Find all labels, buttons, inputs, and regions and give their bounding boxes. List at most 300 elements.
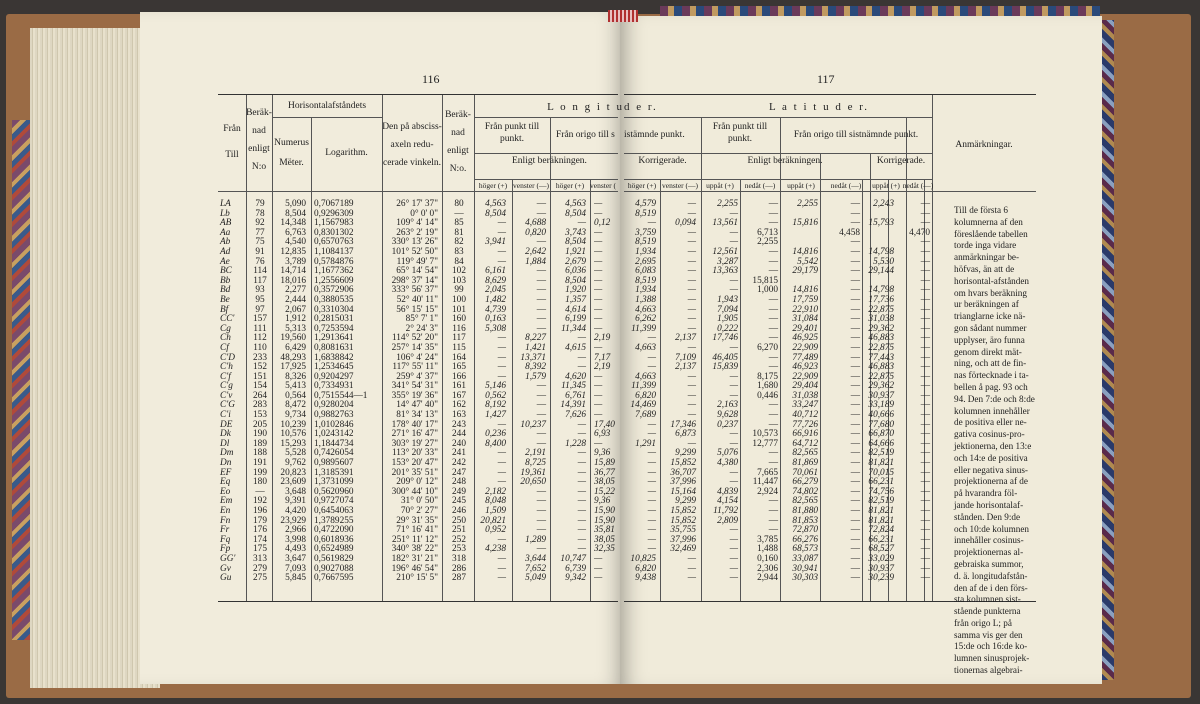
table-cell: — xyxy=(768,208,778,219)
table-cell: — xyxy=(920,237,930,248)
table-cell: 246 xyxy=(452,506,466,516)
table-cell: 1,000 xyxy=(757,285,778,296)
table-cell: — xyxy=(594,246,603,257)
table-cell: 1,1677362 xyxy=(314,266,354,277)
table-cell: 2,19 xyxy=(594,333,611,344)
table-cell: Ab xyxy=(220,237,231,248)
table-cell: 271° 16' 47" xyxy=(391,429,438,440)
table-cell: — xyxy=(920,573,930,584)
table-cell: 77 xyxy=(255,227,265,238)
table-cell: 0,8301302 xyxy=(314,227,354,238)
note-line: föreslående tabellen xyxy=(954,228,1028,239)
table-cell: — xyxy=(850,573,860,584)
table-cell: 3,287 xyxy=(717,256,738,267)
table-cell: — xyxy=(577,496,586,507)
table-cell: 5,542 xyxy=(797,256,818,267)
table-cell: — xyxy=(577,362,586,373)
table-cell: — xyxy=(255,486,265,497)
column-lat-korr-uppat xyxy=(860,200,894,584)
table-cell: — xyxy=(920,515,930,526)
table-cell: 4,154 xyxy=(717,496,738,507)
table-cell: — xyxy=(850,438,860,449)
table-cell: 46,883 xyxy=(868,333,894,344)
note-line: stående punkterna xyxy=(954,606,1021,617)
table-cell: 37,996 xyxy=(670,477,696,488)
table-cell: — xyxy=(687,266,696,277)
table-cell: 83 xyxy=(454,246,464,257)
table-cell: — xyxy=(920,400,930,411)
table-cell: — xyxy=(920,486,930,497)
table-cell: 77,680 xyxy=(868,419,894,430)
table-cell: — xyxy=(687,304,696,315)
table-cell: — xyxy=(594,266,603,277)
table-cell: 101° 52' 50" xyxy=(391,246,438,257)
table-cell: 192 xyxy=(253,496,267,507)
table-cell: 82 xyxy=(454,237,464,248)
table-cell: 6,763 xyxy=(285,227,306,238)
note-line: den af de i den förs- xyxy=(954,582,1028,593)
header-anmarkningar: Anmärkningar. xyxy=(955,140,1013,150)
table-cell: 7,17 xyxy=(594,352,611,363)
table-cell: 2,444 xyxy=(285,294,306,305)
table-cell: 64,712 xyxy=(792,438,818,449)
table-cell: — xyxy=(687,208,696,219)
table-cell: 46,923 xyxy=(792,362,818,373)
table-cell: — xyxy=(768,419,778,430)
table-cell: 11,344 xyxy=(561,323,586,334)
table-cell: 6,713 xyxy=(757,227,778,238)
table-cell: — xyxy=(729,563,738,574)
table-cell: C'f xyxy=(220,371,231,382)
table-cell: 11,447 xyxy=(752,477,778,488)
table-cell: 8,519 xyxy=(635,237,656,248)
table-cell: — xyxy=(536,266,546,277)
table-cell: 1,920 xyxy=(565,285,586,296)
table-cell: — xyxy=(850,390,860,401)
table-cell: 175 xyxy=(253,544,267,555)
table-cell: 2,679 xyxy=(565,256,586,267)
table-cell: 6,161 xyxy=(485,266,506,277)
table-cell: — xyxy=(536,237,546,248)
table-cell: 71° 16' 41" xyxy=(396,525,438,536)
table-cell: 10,239 xyxy=(280,419,306,430)
table-cell: Bd xyxy=(220,285,231,296)
table-cell: — xyxy=(687,410,696,421)
table-cell: — xyxy=(850,429,860,440)
table-cell: — xyxy=(594,256,603,267)
table-cell: 117 xyxy=(452,333,466,344)
table-cell: — xyxy=(497,342,506,353)
table-cell: 29,404 xyxy=(792,381,818,392)
table-cell: — xyxy=(920,199,930,209)
table-cell: — xyxy=(647,362,656,373)
table-cell: — xyxy=(647,458,656,469)
table-cell: 15,852 xyxy=(670,506,696,516)
table-cell: 95 xyxy=(255,294,265,305)
table-cell: 6,270 xyxy=(757,342,778,353)
table-cell: 70,015 xyxy=(868,467,894,478)
column-lat-korr-nedat xyxy=(898,200,930,584)
table-cell: — xyxy=(920,534,930,545)
table-cell: — xyxy=(594,410,603,421)
table-cell: 4,688 xyxy=(525,218,546,229)
table-cell: 30,937 xyxy=(868,390,894,401)
table-cell: — xyxy=(594,208,603,219)
table-cell: 20,823 xyxy=(280,467,306,478)
note-line: kolumnerna af den xyxy=(954,216,1023,227)
table-cell: 153 xyxy=(253,410,267,421)
table-cell: 99 xyxy=(454,285,464,296)
table-cell: 1,934 xyxy=(635,246,656,257)
table-cell: — xyxy=(647,352,656,363)
table-cell: — xyxy=(768,362,778,373)
table-cell: 199 xyxy=(253,467,267,478)
table-cell: 0,7426054 xyxy=(314,448,354,459)
table-cell: 8,227 xyxy=(525,333,546,344)
table-cell: — xyxy=(687,199,696,209)
header-korrigerade-lon: Korrigerade. xyxy=(638,156,687,166)
table-cell: — xyxy=(594,200,603,209)
table-cell: — xyxy=(850,458,860,469)
table-cell: 2,163 xyxy=(717,400,738,411)
table-cell: 17,40 xyxy=(594,419,615,430)
table-cell: 2,182 xyxy=(485,486,506,497)
table-cell: 29,401 xyxy=(792,323,818,334)
table-cell: 5,528 xyxy=(285,448,306,459)
table-cell: 164 xyxy=(452,352,466,363)
table-cell: 1,3789255 xyxy=(314,515,354,526)
table-cell: 340° 38' 22" xyxy=(391,544,438,555)
table-cell: — xyxy=(768,314,778,325)
table-cell: 14,348 xyxy=(280,218,306,229)
table-cell: 10,747 xyxy=(560,553,586,564)
table-cell: 46,883 xyxy=(868,362,894,373)
table-cell: — xyxy=(577,525,586,536)
table-cell: 0,236 xyxy=(485,429,506,440)
table-cell: 0,222 xyxy=(717,323,738,334)
table-cell: 4,739 xyxy=(485,304,506,315)
table-cell: Cg xyxy=(220,323,231,334)
header-fran-origo: Från origo till s xyxy=(556,130,615,140)
table-cell: 1,488 xyxy=(757,544,778,555)
table-cell: 0,820 xyxy=(525,227,546,238)
table-cell: 3,743 xyxy=(565,227,586,238)
table-cell: En xyxy=(220,506,231,516)
table-cell: 1,3731099 xyxy=(314,477,354,488)
table-cell: — xyxy=(850,314,860,325)
table-cell: 9,36 xyxy=(594,448,611,459)
note-line: gon sådant nummer xyxy=(954,322,1027,333)
table-cell: 1,427 xyxy=(485,410,506,421)
table-cell: GG' xyxy=(220,553,236,564)
table-cell: — xyxy=(687,390,696,401)
table-cell: — xyxy=(729,285,738,296)
table-cell: 12,561 xyxy=(712,246,738,257)
table-cell: 2,642 xyxy=(525,246,546,257)
table-cell: — xyxy=(768,333,778,344)
table-cell: — xyxy=(536,285,546,296)
table-cell: 8,392 xyxy=(525,362,546,373)
table-cell: — xyxy=(729,573,738,584)
header-korrigerade-lat: Korrigerade. xyxy=(876,156,926,166)
table-cell: — xyxy=(768,525,778,536)
table-cell: — xyxy=(920,553,930,564)
table-cell: — xyxy=(920,256,930,267)
table-cell: — xyxy=(768,496,778,507)
table-cell: — xyxy=(594,563,603,574)
table-cell: 15,793 xyxy=(868,218,894,229)
table-cell: — xyxy=(920,390,930,401)
table-cell: — xyxy=(687,438,696,449)
table-cell: 333° 56' 37" xyxy=(391,285,438,296)
table-cell: 20,821 xyxy=(480,515,506,526)
table-cell: C'h xyxy=(220,362,233,373)
table-cell: 4,470 xyxy=(909,227,930,238)
column-lon-punkt-hoger xyxy=(476,200,506,584)
table-cell: 0,2815031 xyxy=(314,314,354,325)
table-cell: 166 xyxy=(452,371,466,382)
table-cell: — xyxy=(768,400,778,411)
table-cell: — xyxy=(850,275,860,286)
table-cell: — xyxy=(594,304,603,315)
table-cell: 74,802 xyxy=(792,486,818,497)
table-cell: — xyxy=(768,304,778,315)
table-cell: 81,853 xyxy=(792,515,818,526)
note-line: innehåller cosinus- xyxy=(954,535,1024,546)
column-lon-korr-hoger xyxy=(628,200,656,584)
table-cell: 2,19 xyxy=(594,362,611,373)
table-cell: 0,5620960 xyxy=(314,486,354,497)
table-cell: 84 xyxy=(454,256,464,267)
table-cell: 1,1084137 xyxy=(314,246,354,257)
table-cell: — xyxy=(729,534,738,545)
table-cell: Gv xyxy=(220,563,231,574)
table-cell: — xyxy=(497,553,506,564)
note-line: och 10:de kolumnen xyxy=(954,523,1030,534)
header-latituder: L a t i t u d e r. xyxy=(768,101,870,113)
table-cell: — xyxy=(687,400,696,411)
table-cell: 2,255 xyxy=(717,199,738,209)
table-cell: 10,237 xyxy=(520,419,546,430)
table-cell: 0,7067189 xyxy=(314,199,354,209)
table-cell: 15,816 xyxy=(792,218,818,229)
table-cell: 1,934 xyxy=(635,285,656,296)
table-cell: — xyxy=(536,199,546,209)
table-cell: 8,048 xyxy=(485,496,506,507)
table-cell: — xyxy=(577,419,586,430)
table-cell: 66,231 xyxy=(868,534,894,545)
table-cell: 15,89 xyxy=(594,458,615,469)
table-cell: 15,839 xyxy=(712,362,738,373)
table-cell: 210° 15' 5" xyxy=(396,573,438,584)
table-cell: 82,565 xyxy=(792,496,818,507)
table-cell: 11,792 xyxy=(713,506,738,516)
table-cell: 36,707 xyxy=(670,467,696,478)
table-cell: 15,22 xyxy=(594,486,615,497)
table-cell: 15,164 xyxy=(670,486,696,497)
table-cell: 31,038 xyxy=(792,390,818,401)
table-cell: 103 xyxy=(452,275,466,286)
table-cell: — xyxy=(536,381,546,392)
table-cell: 19,560 xyxy=(280,333,306,344)
table-cell: 33,247 xyxy=(792,400,818,411)
table-cell: — xyxy=(729,553,738,564)
table-cell: C'G xyxy=(220,400,235,411)
table-cell: — xyxy=(594,275,603,286)
table-cell: 2,306 xyxy=(757,563,778,574)
table-cell: 6,199 xyxy=(565,314,586,325)
table-cell: — xyxy=(768,515,778,526)
table-cell: — xyxy=(920,410,930,421)
table-cell: Fp xyxy=(220,544,231,555)
table-cell: — xyxy=(920,525,930,536)
table-cell: C'v xyxy=(220,390,233,401)
table-cell: 0,8081631 xyxy=(314,342,354,353)
table-cell: Ae xyxy=(220,256,230,267)
table-cell: — xyxy=(850,410,860,421)
table-cell: 179 xyxy=(253,515,267,526)
table-cell: Ch xyxy=(220,333,231,344)
table-cell: 15,90 xyxy=(594,506,615,516)
table-cell: 115 xyxy=(452,342,466,353)
table-cell: — xyxy=(497,333,506,344)
table-cell: 6,93 xyxy=(594,429,611,440)
table-cell: 33,087 xyxy=(792,553,818,564)
table-cell: 22,875 xyxy=(868,342,894,353)
table-cell: 4,614 xyxy=(565,304,586,315)
note-line: stånden. Den 9:de xyxy=(954,511,1021,522)
note-line: d. ä. longitudafstån- xyxy=(954,570,1028,581)
table-cell: Eo xyxy=(220,486,231,497)
note-line: eller negativa sinus- xyxy=(954,464,1028,475)
note-line: på hvarandra föl- xyxy=(954,488,1018,499)
table-cell: 0,7334931 xyxy=(314,381,354,392)
table-cell: 248 xyxy=(452,477,466,488)
table-cell: — xyxy=(729,429,738,440)
table-cell: 109° 4' 14" xyxy=(396,218,438,229)
note-line: bellen å pag. 93 och xyxy=(954,381,1028,392)
table-cell: 10,573 xyxy=(752,429,778,440)
table-cell: — xyxy=(647,486,656,497)
table-cell: — xyxy=(594,227,603,238)
table-cell: 30,941 xyxy=(792,563,818,574)
table-cell: 0,952 xyxy=(485,525,506,536)
table-cell: — xyxy=(497,419,506,430)
table-cell: 15,852 xyxy=(670,515,696,526)
table-cell: — xyxy=(850,352,860,363)
table-cell: 251 xyxy=(452,525,466,536)
table-cell: 0,6524989 xyxy=(314,544,354,555)
table-cell: 78 xyxy=(255,208,265,219)
table-cell: 6,761 xyxy=(565,390,586,401)
table-cell: — xyxy=(497,458,506,469)
table-cell: — xyxy=(850,496,860,507)
table-cell: 1,388 xyxy=(635,294,656,305)
table-cell: 93 xyxy=(255,285,265,296)
table-cell: — xyxy=(536,304,546,315)
table-cell: 245 xyxy=(452,496,466,507)
table-cell: — xyxy=(687,342,696,353)
table-cell: 46,405 xyxy=(712,352,738,363)
table-cell: 167 xyxy=(452,390,466,401)
table-cell: 102 xyxy=(452,266,466,277)
table-cell: 8,504 xyxy=(565,237,586,248)
table-cell: 12,835 xyxy=(280,246,306,257)
table-cell: 247 xyxy=(452,467,466,478)
table-cell: 1,421 xyxy=(525,342,546,353)
note-line: ur beräkningen af xyxy=(954,299,1019,310)
table-cell: 17,736 xyxy=(868,294,894,305)
table-cell: 2,809 xyxy=(717,515,738,526)
table-cell: — xyxy=(647,467,656,478)
table-cell: 8,175 xyxy=(757,371,778,382)
table-cell: 22,909 xyxy=(792,371,818,382)
table-cell: 4,238 xyxy=(485,544,506,555)
table-cell: — xyxy=(729,208,738,219)
note-line: samma vis ger den xyxy=(954,629,1023,640)
table-cell: 32,469 xyxy=(670,544,696,555)
table-cell: — xyxy=(594,390,603,401)
table-cell: 161 xyxy=(452,381,466,392)
table-cell: 112 xyxy=(253,333,267,344)
table-cell: 188 xyxy=(253,448,267,459)
table-cell: — xyxy=(850,362,860,373)
table-cell: — xyxy=(647,333,656,344)
table-cell: 2,137 xyxy=(675,362,696,373)
table-cell: Dk xyxy=(220,429,231,440)
table-cell: 23,609 xyxy=(280,477,306,488)
table-cell: 9,438 xyxy=(635,573,656,584)
table-cell: — xyxy=(850,246,860,257)
table-cell: 162 xyxy=(452,400,466,411)
table-cell: — xyxy=(920,314,930,325)
table-cell: 4,839 xyxy=(717,486,738,497)
table-cell: — xyxy=(850,333,860,344)
table-cell: 66,231 xyxy=(868,477,894,488)
table-cell: 4,493 xyxy=(285,544,306,555)
table-cell: — xyxy=(768,506,778,516)
table-cell: — xyxy=(536,275,546,286)
header-fran-punkt: Från punkt till punkt. xyxy=(484,122,540,144)
table-cell: — xyxy=(577,486,586,497)
table-cell: — xyxy=(594,400,603,411)
table-cell: 7,094 xyxy=(717,304,738,315)
note-line: projektionernas al- xyxy=(954,547,1024,558)
table-cell: 33,029 xyxy=(868,553,894,564)
table-cell: — xyxy=(850,208,860,219)
table-cell: 1,680 xyxy=(757,381,778,392)
column-berak-2 xyxy=(444,200,474,584)
table-cell: 5,076 xyxy=(717,448,738,459)
table-cell: 81,880 xyxy=(792,506,818,516)
table-cell: — xyxy=(850,256,860,267)
table-cell: — xyxy=(647,525,656,536)
table-cell: — xyxy=(536,294,546,305)
table-cell: 72,870 xyxy=(792,525,818,536)
table-cell: — xyxy=(536,506,546,516)
table-cell: 1,6838842 xyxy=(314,352,354,363)
table-cell: — xyxy=(536,400,546,411)
table-cell: 119° 49' 7" xyxy=(396,256,438,267)
table-cell: — xyxy=(497,218,506,229)
table-cell: — xyxy=(920,438,930,449)
column-numerus xyxy=(272,200,306,584)
table-cell: — xyxy=(577,458,586,469)
table-cell: 38,05 xyxy=(594,477,615,488)
table-cell: 2,045 xyxy=(485,285,506,296)
table-cell: 8,504 xyxy=(485,208,506,219)
table-cell: 29,144 xyxy=(868,266,894,277)
